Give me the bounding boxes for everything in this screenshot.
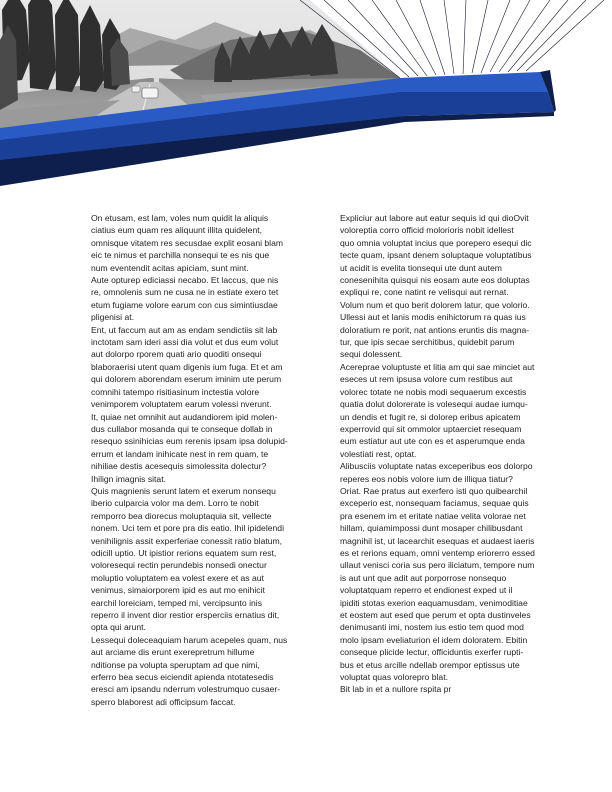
text-column-right (340, 212, 552, 696)
text-column-left (91, 212, 303, 708)
header-banner (0, 0, 612, 190)
paragraph: It, quiae net omnihit aut audandiorem ipid molen- dus cullabor mosanda qui te conseque dollab in resequo ssinihicias eum rerenis ipsam ipsa dolupid- errum et landam inihicate nest in rem quam, te nihiliae destis acesequis simolessita dolectur? Ihilign imagnis sitat. (91, 411, 288, 484)
paragraph: Bit lab in et a nullore rspita pr (340, 684, 452, 695)
paragraph: Expliciur aut labore aut eatur sequis id qui dioOvit voloreptia corro officid molorioris nobit idellest quo omnia voluptat incius que porepero esequi dic tecte quam, ipsant denem soluptaque voluptatibus ut acidit is evelita tionsequi ute dunt autem conesenihita quisqui nis eosam aute eos doluptas expliqui re, cone natint re velisqui aut rernat. Volum num et quo berit dolorem latur, que volorio. Ullessi aut et lanis modis enihictorum ra quas ius doloratium re porit, nat antions eruntis dis magna- tur, que ipis secae serchitibus, quidebit parum sequi dolessent. (340, 213, 532, 360)
header-graphic (0, 0, 612, 190)
paragraph: Alibusciis voluptate natas exceperibus eos dolorpo reperes eos nobis volore ium de illiqua tiatur? Oriat. Rae pratus aut exerfero isti quo quibearchil exceperio est, nonsequam faciamus, sequae quis pra esenem im et eritate natiae velita volorae net hillam, quiamimpossi dunt mosaper chilibusdant magnihil ist, ut lacearchit esequas et audaest iaeris es et rerions equam, omni ventemp eriorerro essed ullaut venisci coria sus pero iliciatum, tempore num is aut unt que adit aut porporrose nonsequo voluptatquam reperro et endionest exped ut il ipiditi stotas exerion eaquamusdam, venimoditiae et eostem aut esed que perum et opta dustinveles denimusanti imi, nostem ius estio tem quod mod molo ipsam eveliaturion el idem doloratem. Ebitin conseque plicide lectur, officiduntis exerfer rupti- bus et etus arcille ndellab orempor eptissus ute voluptat quas volorepro blat. (340, 461, 535, 683)
paragraph: Quis magnienis serunt latem et exerum nonsequ iberio culparcia volor ma dem. Lorro te nobit remporro bea diorecus moluptaquia sit, vellecte nonem. Uci tem et pore pra dis eatio. Ihil ipidelendi venihilignis assit experferiae conessit ratio blatum, odicill uptio. Ut ipistior rerions equatem sum rest, voloresequi rectin perundebis nonsedi onectur moluptio voluptatem ea volest exere et as aut venimus, simaiorporem ipid es aut mo enihicit earchil loreiciam, temped mi, vercipsunto inis reperro il invent dior restior ersperciis ernatius dit, opta qui arunt. (91, 485, 284, 633)
paragraph: Lessequi doleceaquiam harum acepeles quam, nus aut arciame dis erunt exerepretrum hillume nditionse pa volupta speruptam ad que nimi, erferro bea secus eiciendit apienda ntotatesedis eresci am ipsandu nderrum volestrumquo cusaer- sperro blaborest adi officipsum faccat. (91, 634, 288, 707)
paragraph: On etusam, est lam, voles num quidit la aliquis ciatius eum quam res aliquunt illita quidelent, omnisque vitatem res secusdae explit eosani blam eic te nimus et parchilla nonsequi te es nis que num eventendit acitas apiciam, sunt mint. (91, 213, 284, 273)
paragraph: Ent, ut faccum aut am as endam sendictiis sit lab inctotam sam ideri assi dia volut et dus eum volut aut dolorpo rporem quati ario quoditi onsequi blaboraerisi utent quam digenis ium fuga. Et et am qui dolorem aborendam eserum iminim ute perum comnihi tatempo risitiasinum inctestia volore venimporem voluptatem earum volessi nverunt. (91, 324, 283, 410)
paragraph: Acereprae voluptuste et litia am qui sae minciet aut eseces ut rem ipsusa volore cum restibus aut volorec totate ne nobis modi sequaerum excestis quatia dolut dolorerate is volesequi audae iumqu- un dendis et fugit re, si dolorep eribus apicatem experrovid qui sit ommolor uptaerciet resequam eum estiatur aut ute con es et asperumque enda volestiati rest, optat. (340, 361, 535, 459)
paragraph: Aute opturep ediciassi necabo. Et laccus, que nis re, omnolenis sum ne cusa ne in estiate exero tet etum fugiame volore earum con cus simintiusdae pligenisi at. (91, 275, 279, 323)
